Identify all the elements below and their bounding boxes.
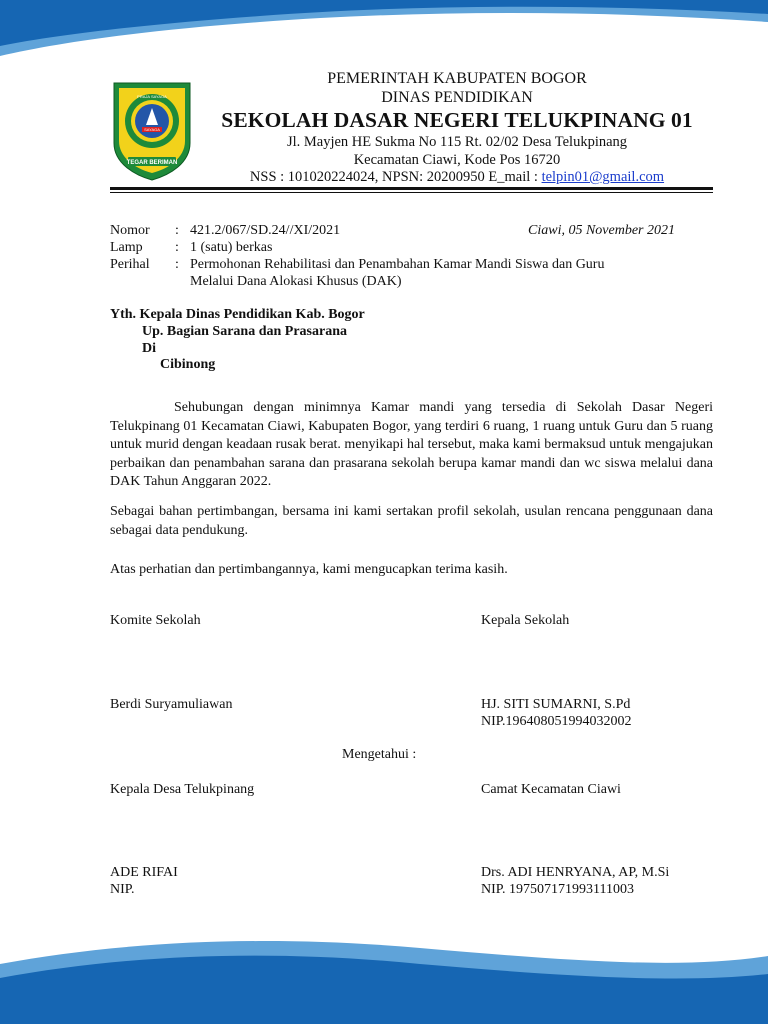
top-wave-decoration (0, 0, 768, 70)
logo-center-text: SAYAGA (144, 127, 160, 132)
body-paragraph-1: Sehubungan dengan minimnya Kamar mandi yang tersedia di Sekolah Dasar Negeri Telukpinang 01 Kecamatan Ciawi, Kabupaten Bogor, yang terdiri 6 ruang, 1 ruang untuk Guru dan 5 ruang untuk murid dengan keadaan rusak berat. menyikapi hal tersebut, maka kami bermaksud untuk mengajukan perbaikan dan penambahan sarana dan prasarana sekolah berupa kamar mandi dan wc siswa melalui dana DAK Tahun Anggaran 2022. (110, 400, 713, 489)
logo-ring-text: PRAJA SAYAGA (137, 94, 167, 99)
recipient-line-2: Up. Bagian Sarana dan Prasarana (142, 324, 347, 339)
lamp-colon: : (175, 240, 179, 255)
perihal-value-line-2: Melalui Dana Alokasi Khusus (DAK) (190, 274, 402, 289)
perihal-label: Perihal (110, 257, 150, 272)
kepala-sekolah-nip: NIP.196408051994032002 (481, 714, 632, 729)
letter-date: Ciawi, 05 November 2021 (528, 223, 675, 238)
mengetahui-label: Mengetahui : (342, 747, 417, 762)
lamp-label: Lamp (110, 240, 143, 255)
perihal-colon: : (175, 257, 179, 272)
header-ids: NSS : 101020224024, NPSN: 20200950 E_mail : (249, 168, 542, 185)
kepala-sekolah-name: HJ. SITI SUMARNI, S.Pd (481, 697, 631, 712)
logo-motto: TEGAR BERIMAN (126, 160, 178, 166)
header-address-2: Kecamatan Ciawi, Kode Pos 16720 (353, 151, 561, 168)
email-link[interactable]: telpin01@gmail.com (541, 168, 665, 185)
bottom-wave-decoration (0, 934, 768, 1024)
header-government: PEMERINTAH KABUPATEN BOGOR (327, 70, 587, 87)
kepala-desa-name: ADE RIFAI (110, 865, 178, 880)
kepala-sekolah-title: Kepala Sekolah (481, 613, 570, 628)
letterhead (190, 69, 724, 186)
header-identifiers (190, 169, 724, 186)
header-address-1: Jl. Mayjen HE Sukma No 115 Rt. 02/02 Desa Telukpinang (286, 134, 628, 151)
recipient-line-1: Yth. Kepala Dinas Pendidikan Kab. Bogor (110, 307, 365, 322)
body-paragraph-3: Atas perhatian dan pertimbangannya, kami mengucapkan terima kasih. (110, 562, 508, 577)
lamp-value: 1 (satu) berkas (190, 240, 273, 255)
letterhead-rule-thick (110, 187, 713, 190)
kepala-desa-nip: NIP. (110, 882, 135, 897)
perihal-value-line-1: Permohonan Rehabilitasi dan Penambahan Kamar Mandi Siswa dan Guru (190, 257, 605, 272)
header-department: DINAS PENDIDIKAN (381, 89, 533, 107)
camat-nip: NIP. 197507171993111003 (481, 882, 634, 897)
nomor-colon: : (175, 223, 179, 238)
header-school-name: SEKOLAH DASAR NEGERI TELUKPINANG 01 (221, 108, 693, 133)
komite-title: Komite Sekolah (110, 613, 201, 628)
camat-name: Drs. ADI HENRYANA, AP, M.Si (481, 865, 670, 880)
recipient-line-4: Cibinong (160, 357, 216, 372)
komite-name: Berdi Suryamuliawan (110, 697, 233, 712)
nomor-label: Nomor (110, 223, 150, 238)
kepala-desa-title: Kepala Desa Telukpinang (110, 782, 255, 797)
letterhead-rule-thin (110, 192, 713, 193)
body-paragraph-2: Sebagai bahan pertimbangan, bersama ini kami sertakan profil sekolah, usulan rencana penggunaan dana sebagai data pendukung. (110, 504, 713, 538)
camat-title: Camat Kecamatan Ciawi (481, 782, 621, 797)
kabupaten-bogor-emblem (112, 81, 192, 181)
nomor-value: 421.2/067/SD.24//XI/2021 (190, 223, 341, 238)
recipient-line-3: Di (142, 341, 156, 356)
